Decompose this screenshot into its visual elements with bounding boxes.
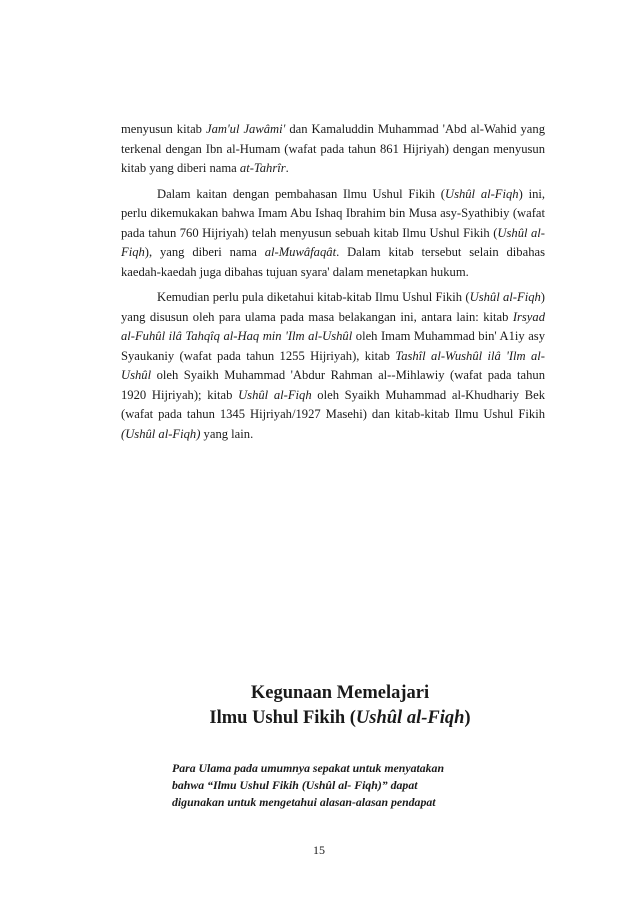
book-title: Irsyad al-Fuhûl ilâ Tahqîq al-Haq min 'Ilm al-Ushûl bbox=[121, 309, 545, 343]
heading-italic-term: Ushûl al-Fiqh bbox=[355, 708, 465, 728]
quote-line-3: digunakan untuk mengetahui alasan-alasan pendapat bbox=[172, 795, 436, 809]
term-italic: Ushûl al-Fiqh bbox=[121, 225, 546, 259]
text-run: yang lain. bbox=[200, 426, 254, 441]
text-run: ) yang disusun oleh para ulama pada masa belakangan ini, antara lain: kitab bbox=[121, 290, 545, 324]
text-run: oleh Syaikh Muhammad 'Abdur Rahman al--Mihlawiy (wafat pada tahun 1920 Hijriyah); kitab bbox=[121, 368, 545, 402]
text-run: dan Kamaluddin Muhammad 'Abd al-Wahid yang terkenal dengan Ibn al-Humam (wafat pada tahun 861 Hijriyah) dengan menyusun kitab yang diberi nama bbox=[121, 122, 545, 175]
quote-block bbox=[172, 760, 492, 811]
body-text bbox=[121, 120, 545, 450]
heading-line-2 bbox=[140, 706, 540, 731]
text-run: Dalam kaitan dengan pembahasan Ilmu Ushul Fikih ( bbox=[157, 186, 445, 201]
term-italic: Ushûl al-Fiqh bbox=[469, 290, 541, 304]
text-run: menyusun kitab bbox=[121, 122, 206, 136]
term-italic: (Ushûl al-Fiqh) bbox=[121, 426, 201, 441]
quote-line-1: Para Ulama pada umumnya sepakat untuk menyatakan bbox=[172, 761, 445, 775]
paragraph-1 bbox=[121, 120, 545, 179]
page-number: 15 bbox=[313, 843, 325, 857]
text-run: oleh Syaikh Muhammad al-Khudhariy Bek (wafat pada tahun 1345 Hijriyah/1927 Masehi) dan kitab-kitab Ilmu Ushul Fikih bbox=[121, 387, 545, 421]
text-run: oleh Imam Muhammad bin' A1iy asy Syaukaniy (wafat pada tahun 1255 Hijriyah), kitab bbox=[121, 329, 545, 363]
book-title: at-Tahrîr bbox=[239, 161, 286, 175]
heading-text: ) bbox=[464, 708, 471, 728]
heading-line-1: Kegunaan Memelajari bbox=[250, 683, 430, 703]
text-run: . Dalam kitab tersebut selain dibahas kaedah-kaedah juga dibahas tujuan syara' dalam menetapkan hukum. bbox=[121, 245, 545, 279]
book-title: Tashîl al-Wushûl ilâ 'Ilm al-Ushûl bbox=[121, 348, 545, 382]
text-run: Kemudian perlu pula diketahui kitab-kitab Ilmu Ushul Fikih ( bbox=[157, 290, 470, 304]
book-title: al-Muwâfaqât bbox=[264, 245, 337, 259]
paragraph-2 bbox=[121, 185, 545, 283]
book-title: Ushûl al-Fiqh bbox=[238, 387, 312, 402]
text-run: . bbox=[285, 161, 289, 175]
text-run: ) ini, perlu dikemukakan bahwa Imam Abu Ishaq Ibrahim bin Musa asy-Syathibiy (wafat pada tahun 760 Hijriyah) telah menyusun sebuah kitab Ilmu Ushul Fikih ( bbox=[121, 186, 546, 240]
text-run: ), yang diberi nama bbox=[144, 245, 265, 259]
paragraph-3 bbox=[121, 288, 545, 444]
term-italic: Ushûl al-Fiqh bbox=[444, 186, 519, 201]
section-heading bbox=[140, 681, 540, 731]
heading-text: Ilmu Ushul Fikih ( bbox=[209, 708, 356, 728]
quote-line-2: bahwa “Ilmu Ushul Fikih (Ushûl al- Fiqh)” dapat bbox=[172, 778, 418, 792]
book-title: Jam'ul Jawâmi' bbox=[205, 122, 286, 136]
